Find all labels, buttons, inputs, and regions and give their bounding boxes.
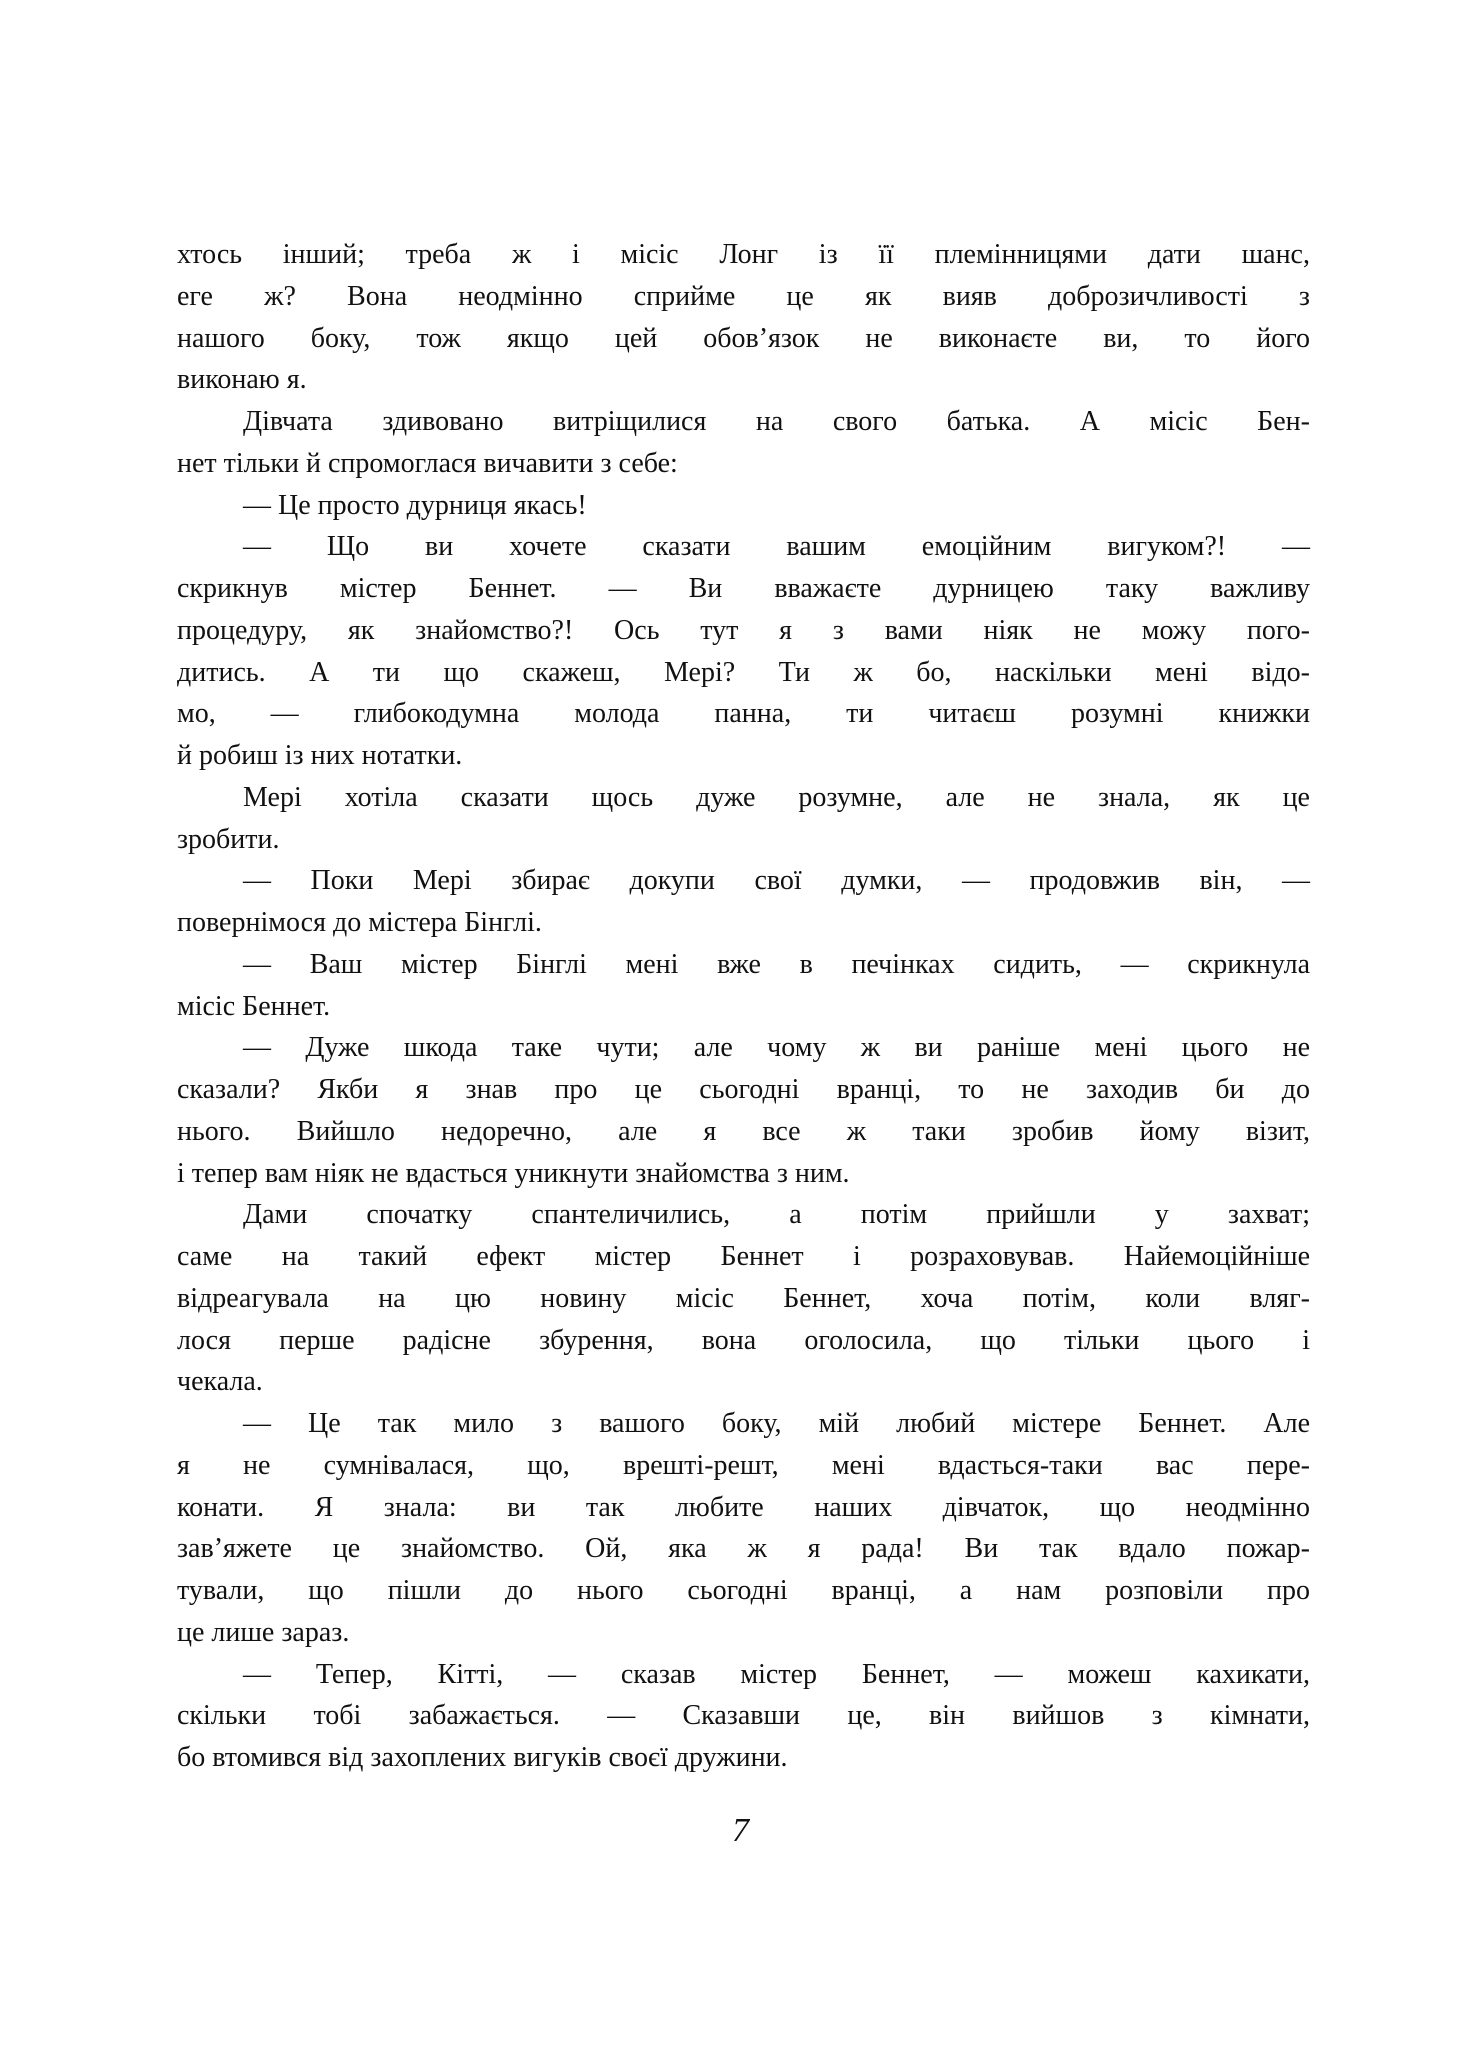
text-line: мо, — глибокодумна молода панна, ти читаєш розумні книжки	[177, 698, 1310, 730]
text-line: повернімося до містера Бінглі.	[177, 907, 542, 938]
text-line: й робиш із них нотатки.	[177, 740, 463, 771]
text-line: виконаю я.	[177, 364, 307, 396]
text-line: Мері хотіла сказати щось дуже розумне, але не знала, як це	[243, 781, 1310, 813]
text-line: скільки тобі забажається. — Сказавши це, він вийшов з кімнати,	[177, 1700, 1310, 1732]
text-line: — Ваш містер Бінглі мені вже в печінках сидить, — скрикнула	[243, 948, 1310, 980]
text-line: і тепер вам ніяк не вдасться уникнути знайомства з ним.	[177, 1157, 850, 1189]
text-line: хтось інший; треба ж і місіс Лонг із її племінницями дати шанс,	[177, 239, 1310, 270]
text-line: конати. Я знала: ви так любите наших дівчаток, що неодмінно	[177, 1491, 1310, 1523]
text-line: скрикнув містер Беннет. — Ви вважаєте дурницею таку важливу	[177, 573, 1310, 604]
text-line: — Поки Мері збирає докупи свої думки, — продовжив він, —	[243, 865, 1310, 897]
text-line: я не сумнівалася, що, врешті-решт, мені вдасться-таки вас пере-	[177, 1449, 1310, 1481]
text-line: процедуру, як знайомство?! Ось тут я з вами ніяк не можу пого-	[177, 614, 1310, 646]
text-line: нашого боку, тож якщо цей обов’язок не виконаєте ви, то його	[177, 322, 1310, 354]
text-line: — Це так мило з вашого боку, мій любий містере Беннет. Але	[243, 1408, 1310, 1439]
page-body-text	[177, 234, 1310, 1779]
text-line: еге ж? Вона неодмінно сприйме це як вияв доброзичливості з	[177, 280, 1310, 312]
text-line: нет тільки й спромоглася вичавити з себе:	[177, 447, 678, 479]
text-line: нього. Вийшло недоречно, але я все ж таки зробив йому візит,	[177, 1115, 1310, 1147]
text-line: відреагувала на цю новину місіс Беннет, хоча потім, коли вляг-	[177, 1282, 1310, 1314]
text-line: це лише зараз.	[177, 1616, 350, 1648]
text-line: чекала.	[177, 1366, 263, 1398]
text-line: — Це просто дурниця якась!	[243, 489, 587, 521]
text-line: бо втомився від захоплених вигуків своєї дружини.	[177, 1742, 788, 1773]
text-line: — Тепер, Кітті, — сказав містер Беннет, — можеш кахикати,	[243, 1658, 1310, 1690]
text-line: — Дуже шкода таке чути; але чому ж ви раніше мені цього не	[243, 1032, 1310, 1064]
text-line: місіс Беннет.	[177, 990, 331, 1022]
text-line: Дівчата здивовано витріщилися на свого батька. А місіс Бен-	[243, 406, 1310, 437]
text-line: дитись. А ти що скажеш, Мері? Ти ж бо, наскільки мені відо-	[177, 656, 1310, 688]
page-number: 7	[732, 1812, 749, 1849]
text-line: зробити.	[177, 823, 280, 855]
text-line: саме на такий ефект містер Беннет і розраховував. Найемоційніше	[177, 1241, 1310, 1272]
text-line: сказали? Якби я знав про це сьогодні вранці, то не заходив би до	[177, 1074, 1310, 1105]
text-line: лося перше радісне збурення, вона оголосила, що тільки цього і	[177, 1324, 1310, 1356]
text-line: тували, що пішли до нього сьогодні вранці, а нам розповіли про	[177, 1575, 1310, 1606]
text-line: — Що ви хочете сказати вашим емоційним вигуком?! —	[243, 531, 1310, 563]
text-line: Дами спочатку спантеличились, а потім прийшли у захват;	[243, 1199, 1310, 1231]
text-line: зав’яжете це знайомство. Ой, яка ж я рада! Ви так вдало пожар-	[177, 1533, 1310, 1565]
